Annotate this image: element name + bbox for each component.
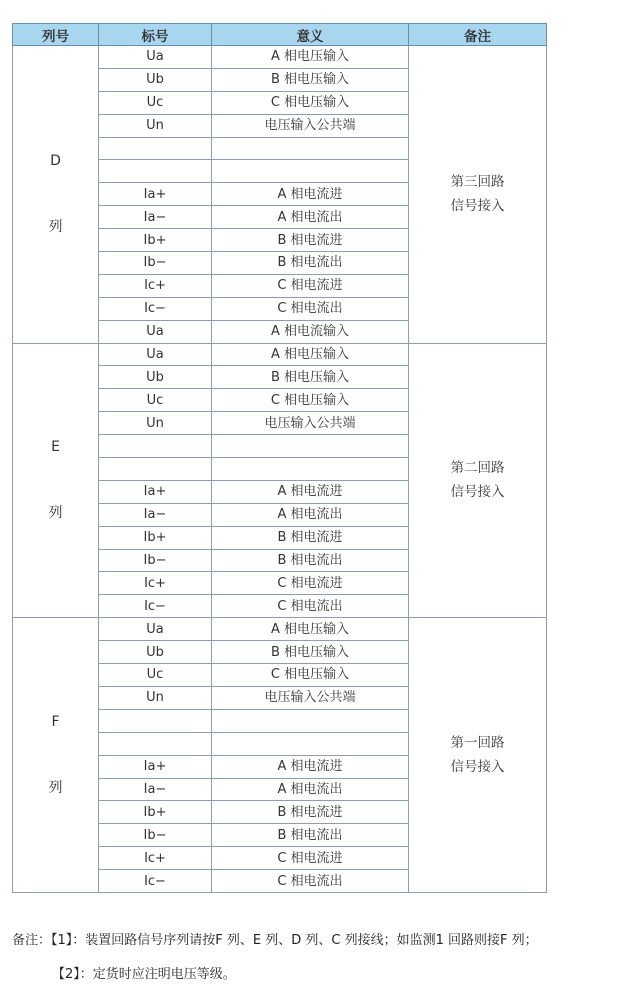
column-group-label	[13, 46, 99, 344]
header-remark: 备注	[409, 24, 547, 46]
pin-label-cell: Ic+	[99, 847, 212, 870]
column-suffix: 列	[48, 219, 63, 236]
pin-meaning-cell: A 相电压输入	[212, 343, 409, 366]
group-remark-cell	[409, 618, 547, 893]
pin-label-cell: Un	[99, 114, 212, 137]
pin-meaning-cell: A 相电流出	[212, 206, 409, 229]
terminal-pin-table	[12, 23, 547, 893]
table-row	[13, 618, 547, 641]
remark-line-signal: 信号接入	[450, 198, 505, 215]
pin-meaning-cell: B 相电流进	[212, 526, 409, 549]
pin-label-cell: Ua	[99, 343, 212, 366]
remark-line-signal: 信号接入	[450, 759, 505, 776]
pin-label-cell: Ia−	[99, 503, 212, 526]
header-meaning: 意义	[212, 24, 409, 46]
pin-label-cell: Ic−	[99, 595, 212, 618]
pin-label-cell	[99, 732, 212, 755]
pin-label-cell: Ia−	[99, 778, 212, 801]
pin-label-cell: Uc	[99, 389, 212, 412]
column-letter: E	[51, 439, 60, 456]
pin-label-cell: Ua	[99, 46, 212, 69]
pin-label-cell: Ia+	[99, 755, 212, 778]
pin-label-cell: Ia−	[99, 206, 212, 229]
remark-line-signal: 信号接入	[450, 484, 505, 501]
pin-meaning-cell	[212, 709, 409, 732]
pin-meaning-cell	[212, 160, 409, 183]
pin-meaning-cell: A 相电流进	[212, 183, 409, 206]
remark-line-1: 备注：【1】：装置回路信号序列请按F 列、E 列、D 列、C 列接线；如监测1 回路则接F 列；	[12, 933, 538, 948]
pin-meaning-cell: C 相电流出	[212, 595, 409, 618]
group-remark-cell	[409, 343, 547, 618]
pin-label-cell	[99, 160, 212, 183]
pin-meaning-cell: A 相电流出	[212, 503, 409, 526]
pin-meaning-cell: C 相电压输入	[212, 664, 409, 687]
pin-label-cell: Ib−	[99, 549, 212, 572]
pin-meaning-cell: C 相电压输入	[212, 91, 409, 114]
pin-meaning-cell: B 相电流进	[212, 801, 409, 824]
pin-meaning-cell: 电压输入公共端	[212, 114, 409, 137]
pin-meaning-cell: 电压输入公共端	[212, 686, 409, 709]
pin-meaning-cell: A 相电流进	[212, 480, 409, 503]
pin-meaning-cell: C 相电流进	[212, 847, 409, 870]
remark-line-circuit: 第二回路	[450, 460, 505, 477]
pin-meaning-cell	[212, 435, 409, 458]
column-group-label	[13, 343, 99, 618]
pin-meaning-cell: B 相电流出	[212, 824, 409, 847]
pin-meaning-cell: C 相电流出	[212, 297, 409, 320]
pin-meaning-cell: C 相电流进	[212, 274, 409, 297]
pin-meaning-cell: A 相电流出	[212, 778, 409, 801]
pin-label-cell: Un	[99, 412, 212, 435]
pin-label-cell: Ib−	[99, 252, 212, 275]
column-letter: D	[50, 152, 61, 169]
pin-label-cell: Ib+	[99, 801, 212, 824]
pin-label-cell: Ic−	[99, 870, 212, 893]
pin-meaning-cell	[212, 458, 409, 481]
table-body	[13, 46, 547, 893]
remark-line-circuit: 第三回路	[450, 174, 505, 191]
pin-label-cell: Ib+	[99, 526, 212, 549]
pin-meaning-cell	[212, 732, 409, 755]
table-row	[13, 343, 547, 366]
pin-label-cell: Ib+	[99, 229, 212, 252]
pin-label-cell	[99, 137, 212, 160]
pin-meaning-cell: C 相电压输入	[212, 389, 409, 412]
pin-label-cell: Ub	[99, 366, 212, 389]
pin-meaning-cell: A 相电压输入	[212, 618, 409, 641]
pin-meaning-cell: B 相电流出	[212, 252, 409, 275]
group-remark-cell	[409, 46, 547, 344]
pin-label-cell: Ib−	[99, 824, 212, 847]
pin-label-cell: Ic+	[99, 572, 212, 595]
pin-label-cell: Ic+	[99, 274, 212, 297]
pin-label-cell	[99, 709, 212, 732]
pin-meaning-cell: C 相电流出	[212, 870, 409, 893]
pin-label-cell: Uc	[99, 91, 212, 114]
pin-meaning-cell: A 相电流进	[212, 755, 409, 778]
pin-label-cell	[99, 435, 212, 458]
table-header-row	[13, 24, 547, 46]
pin-label-cell: Un	[99, 686, 212, 709]
remarks-section	[12, 924, 632, 992]
pin-meaning-cell: B 相电流出	[212, 549, 409, 572]
pin-meaning-cell: A 相电压输入	[212, 46, 409, 69]
remark-line-circuit: 第一回路	[450, 735, 505, 752]
column-suffix: 列	[48, 505, 63, 522]
column-letter: F	[51, 713, 60, 730]
pin-meaning-cell: B 相电流进	[212, 229, 409, 252]
pin-label-cell: Ub	[99, 641, 212, 664]
column-suffix: 列	[48, 780, 63, 797]
header-label: 标号	[99, 24, 212, 46]
header-column-no: 列号	[13, 24, 99, 46]
pin-label-cell: Ub	[99, 68, 212, 91]
remark-line-2: 【2】：定货时应注明电压等级。	[52, 967, 236, 982]
pin-meaning-cell: C 相电流进	[212, 572, 409, 595]
pin-label-cell: Ia+	[99, 183, 212, 206]
pin-label-cell: Uc	[99, 664, 212, 687]
pin-meaning-cell: B 相电压输入	[212, 641, 409, 664]
pin-label-cell: Ua	[99, 618, 212, 641]
pin-meaning-cell: B 相电压输入	[212, 68, 409, 91]
pin-meaning-cell	[212, 137, 409, 160]
pin-label-cell	[99, 458, 212, 481]
column-group-label	[13, 618, 99, 893]
pin-label-cell: Ua	[99, 320, 212, 343]
pin-meaning-cell: 电压输入公共端	[212, 412, 409, 435]
pin-meaning-cell: B 相电压输入	[212, 366, 409, 389]
table-row	[13, 46, 547, 69]
pin-meaning-cell: A 相电流输入	[212, 320, 409, 343]
pin-label-cell: Ia+	[99, 480, 212, 503]
pin-label-cell: Ic−	[99, 297, 212, 320]
